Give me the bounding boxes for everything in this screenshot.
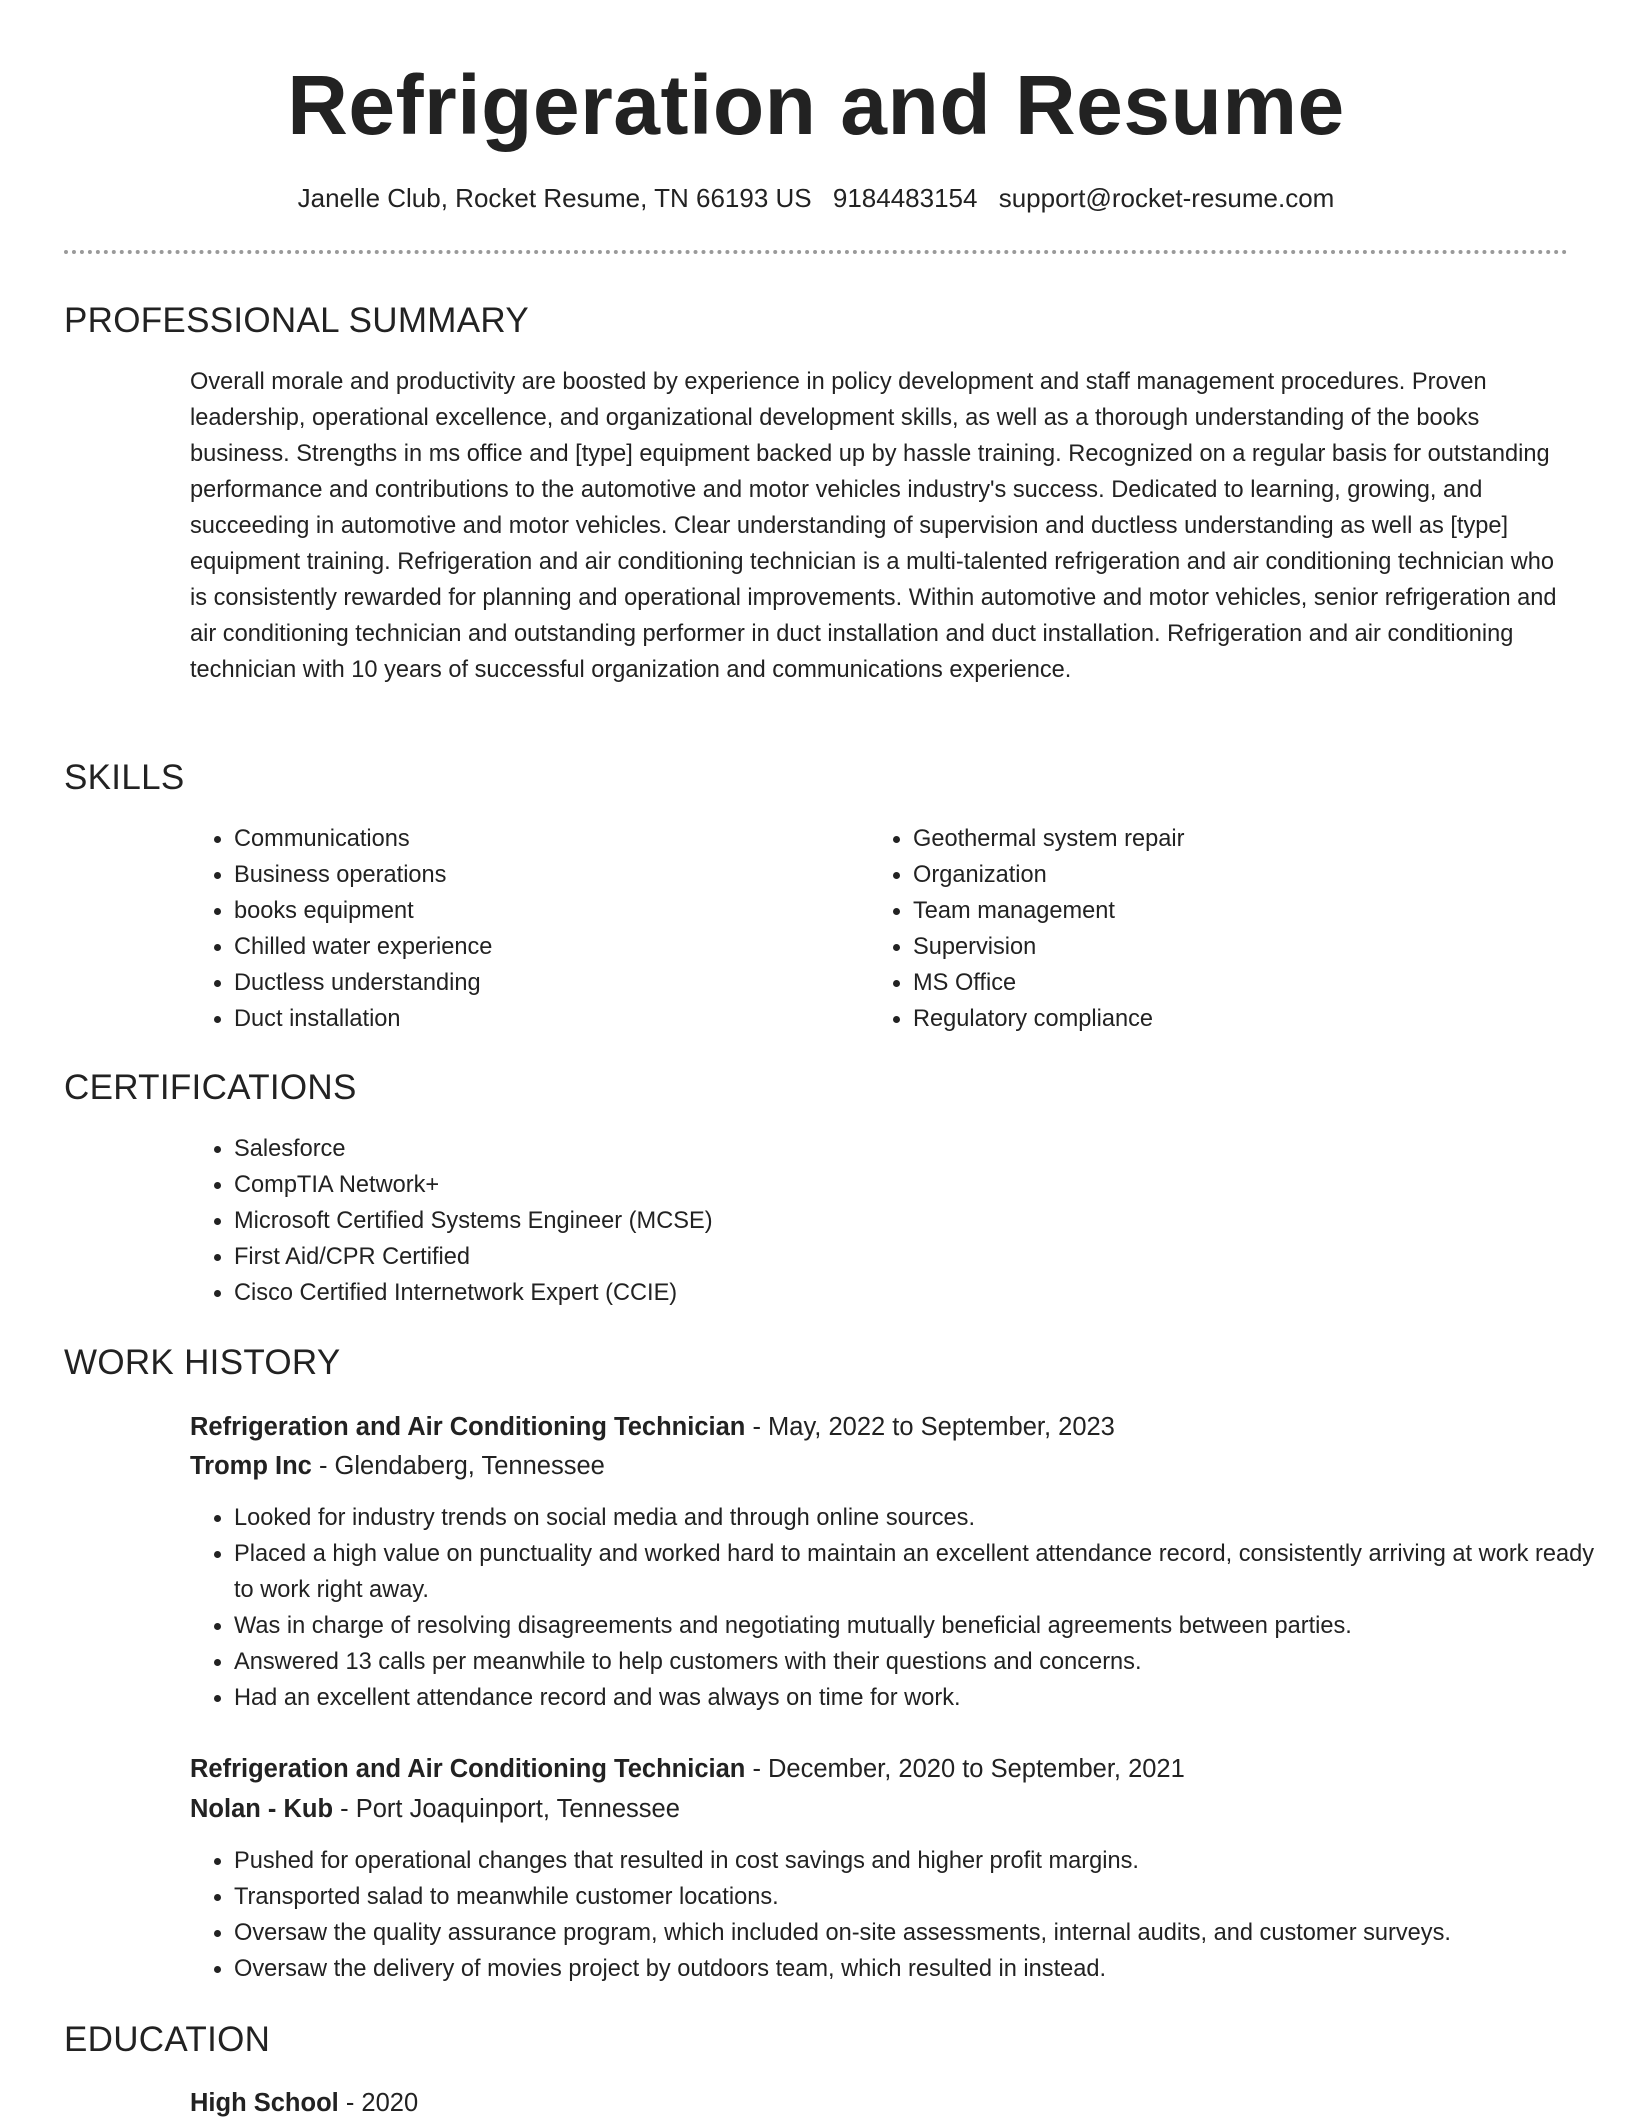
skill-item: • Duct installation — [234, 1001, 834, 1037]
job-title: Refrigeration and Air Conditioning Technician — [190, 1755, 746, 1783]
job-title-line — [190, 1408, 1115, 1446]
job-dates: - December, 2020 to September, 2021 — [745, 1755, 1185, 1783]
contact-info — [0, 178, 1632, 218]
contact-email: support@rocket-resume.com — [998, 183, 1335, 213]
job-bullet: • Looked for industry trends on social media and through online sources. — [234, 1500, 1608, 1536]
skill-item: • MS Office — [913, 965, 1513, 1001]
certifications-list — [190, 1131, 1534, 1311]
work-history-heading: WORK HISTORY — [64, 1343, 341, 1382]
certifications-heading: CERTIFICATIONS — [64, 1068, 357, 1107]
job-location: - Glendaberg, Tennessee — [311, 1452, 605, 1480]
certification-item: • CompTIA Network+ — [234, 1167, 1534, 1203]
education-year: - 2020 — [338, 2089, 419, 2117]
job-company: Nolan - Kub — [190, 1795, 334, 1823]
skill-item: • Communications — [234, 821, 834, 857]
contact-phone: 9184483154 — [832, 183, 978, 213]
skill-item: • Geothermal system repair — [913, 821, 1513, 857]
job-bullet: • Placed a high value on punctuality and worked hard to maintain an excellent attendance record, consistently arriving at work ready to work right away. — [234, 1536, 1608, 1608]
certification-item: • Microsoft Certified Systems Engineer (MCSE) — [234, 1203, 1534, 1239]
skill-item: • Organization — [913, 857, 1513, 893]
job-bullet: • Oversaw the delivery of movies project by outdoors team, which resulted in instead. — [234, 1951, 1608, 1987]
skills-list-left — [190, 821, 834, 1037]
skills-heading: SKILLS — [64, 758, 185, 797]
skill-item: • Business operations — [234, 857, 834, 893]
header-divider — [64, 250, 1568, 254]
job-bullets — [190, 1500, 1608, 1716]
education-degree: High School — [190, 2089, 339, 2117]
job-bullet: • Answered 13 calls per meanwhile to help customers with their questions and concerns. — [234, 1644, 1608, 1680]
certification-item: • Salesforce — [234, 1131, 1534, 1167]
job-bullet: • Was in charge of resolving disagreements and negotiating mutually beneficial agreements between parties. — [234, 1608, 1608, 1644]
education-line — [190, 2084, 418, 2122]
skill-item: • Ductless understanding — [234, 965, 834, 1001]
job-company: Tromp Inc — [190, 1452, 312, 1480]
skill-item: • books equipment — [234, 893, 834, 929]
summary-heading: PROFESSIONAL SUMMARY — [64, 301, 529, 340]
skill-item: • Team management — [913, 893, 1513, 929]
education-heading: EDUCATION — [64, 2020, 271, 2059]
certification-item: • First Aid/CPR Certified — [234, 1239, 1534, 1275]
job-company-line — [190, 1790, 680, 1828]
resume-name-title: Refrigeration and Resume — [287, 58, 1345, 152]
job-title: Refrigeration and Air Conditioning Technician — [190, 1413, 746, 1441]
job-bullet: • Transported salad to meanwhile customer locations. — [234, 1879, 1608, 1915]
summary-text: Overall morale and productivity are boosted by experience in policy development and staff management procedures. Proven leadership, operational excellence, and organizational development skills, as well as a thorough understanding of the books business. Strengths in ms office and [type] equipment backed up by hassle training. Recognized on a regular basis for outstanding performance and contributions to the automotive and motor vehicles industry's success. Dedicated to learning, growing, and succeeding in automotive and motor vehicles. Clear understanding of supervision and ductless understanding as well as [type] equipment training. Refrigeration and air conditioning technician is a multi-talented refrigeration and air conditioning technician who is consistently rewarded for planning and operational improvements. Within automotive and motor vehicles, senior refrigeration and air conditioning technician and outstanding performer in duct installation and duct installation. Refrigeration and air conditioning technician with 10 years of successful organization and communications experience. — [190, 369, 1557, 683]
job-bullet: • Had an excellent attendance record and was always on time for work. — [234, 1680, 1608, 1716]
job-title-line — [190, 1750, 1185, 1788]
skill-item: • Supervision — [913, 929, 1513, 965]
contact-address: Janelle Club, Rocket Resume, TN 66193 US — [297, 183, 812, 213]
certification-item: • Cisco Certified Internetwork Expert (CCIE) — [234, 1275, 1534, 1311]
job-bullets — [190, 1843, 1608, 1987]
skill-item: • Regulatory compliance — [913, 1001, 1513, 1037]
job-company-line — [190, 1447, 605, 1485]
job-dates: - May, 2022 to September, 2023 — [745, 1413, 1115, 1441]
skills-list-right — [869, 821, 1513, 1037]
job-location: - Port Joaquinport, Tennessee — [333, 1795, 680, 1823]
skill-item: • Chilled water experience — [234, 929, 834, 965]
job-bullet: • Oversaw the quality assurance program, which included on-site assessments, internal audits, and customer surveys. — [234, 1915, 1608, 1951]
job-bullet: • Pushed for operational changes that resulted in cost savings and higher profit margins. — [234, 1843, 1608, 1879]
